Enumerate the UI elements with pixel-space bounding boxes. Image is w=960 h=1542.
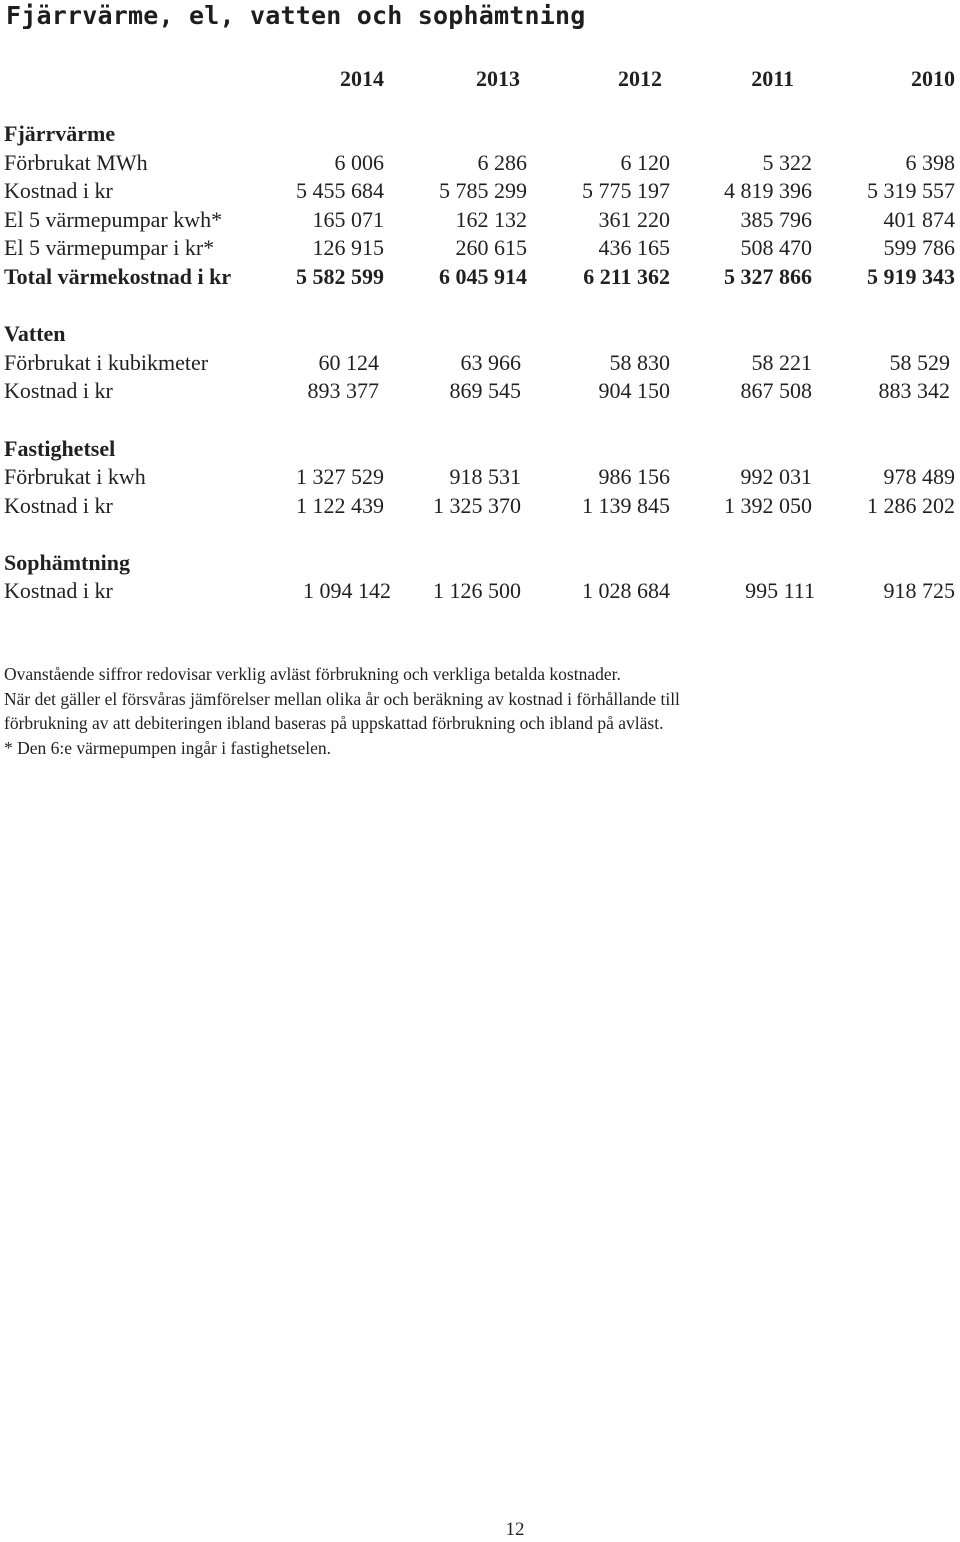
page-title: Fjärrvärme, el, vatten och sophämtning [6,1,586,30]
table-row [0,207,960,235]
table-cell: 60 124 [318,350,379,375]
table-cell: 995 111 [745,578,815,603]
row-label: Total värmekostnad i kr [4,264,232,289]
table-row [0,235,960,263]
table-cell: 1 122 439 [296,493,384,518]
table-cell: 260 615 [455,235,527,260]
table-cell: 918 725 [883,578,955,603]
table-cell: 1 327 529 [296,464,384,489]
note-line: Ovanstående siffror redovisar verklig avläst förbrukning och verkliga betalda kostnader. [4,664,621,684]
table-cell: 58 529 [889,350,950,375]
table-row [0,464,960,492]
table-cell: 992 031 [740,464,812,489]
table-cell: 385 796 [740,207,812,232]
note-line: * Den 6:e värmepumpen ingår i fastighetselen. [4,737,332,758]
table-cell: 1 392 050 [724,493,812,518]
table-row [0,493,960,521]
section-heading-sophamtning: Sophämtning [4,550,130,575]
table-cell: 6 045 914 [439,264,527,289]
table-cell: 918 531 [449,464,521,489]
table-cell: 978 489 [883,464,955,489]
table-cell: 1 325 370 [433,493,521,518]
row-label: Förbrukat MWh [4,150,148,175]
table-row-total [0,264,960,292]
table-cell: 401 874 [883,207,955,232]
table-cell: 5 919 343 [867,264,955,289]
footnotes [4,662,944,760]
row-label: Kostnad i kr [4,493,113,518]
table-cell: 5 319 557 [867,178,955,203]
row-label: Kostnad i kr [4,178,113,203]
table-cell: 893 377 [307,378,379,403]
table-cell: 63 966 [460,350,521,375]
table-row [0,350,960,378]
table-cell: 6 211 362 [583,264,670,289]
page-number: 12 [505,1519,525,1540]
row-label: El 5 värmepumpar i kr* [4,235,215,260]
table-cell: 5 785 299 [439,178,527,203]
table-cell: 986 156 [598,464,670,489]
table-cell: 5 322 [762,150,812,175]
table-cell: 6 120 [620,150,670,175]
table-row [0,578,960,606]
row-label: Kostnad i kr [4,378,113,403]
table-cell: 599 786 [883,235,955,260]
table-row [0,178,960,206]
table-cell: 58 830 [609,350,670,375]
table-cell: 58 221 [751,350,812,375]
table-cell: 126 915 [312,235,384,260]
table-row [0,378,960,406]
table-cell: 6 006 [334,150,384,175]
table-row [0,150,960,178]
row-label: Förbrukat i kubikmeter [4,350,209,375]
table-cell: 1 139 845 [582,493,670,518]
table-cell: 5 775 197 [582,178,670,203]
table-cell: 1 126 500 [433,578,521,603]
table-cell: 508 470 [740,235,812,260]
table-cell: 869 545 [449,378,521,403]
year-header-row [0,64,960,94]
table-cell: 883 342 [878,378,950,403]
year-header: 2011 [751,66,794,91]
year-header: 2014 [340,66,384,91]
row-label: El 5 värmepumpar kwh* [4,207,223,232]
table-cell: 5 582 599 [296,264,384,289]
table-cell: 1 028 684 [582,578,670,603]
year-header: 2012 [618,66,662,91]
note-line: När det gäller el försvåras jämförelser mellan olika år och beräkning av kostnad i förhållande till [4,688,680,709]
table-cell: 1 094 142 [303,578,391,603]
section-heading-fjarrvarme: Fjärrvärme [4,121,116,146]
table-cell: 904 150 [598,378,670,403]
table-cell: 4 819 396 [724,178,812,203]
table-cell: 162 132 [455,207,527,232]
section-heading-fastighetsel: Fastighetsel [4,436,116,461]
table-cell: 165 071 [312,207,384,232]
table-cell: 1 286 202 [867,493,955,518]
table-cell: 867 508 [740,378,812,403]
table-cell: 436 165 [598,235,670,260]
year-header: 2013 [476,66,520,91]
table-cell: 5 455 684 [296,178,384,203]
year-header: 2010 [911,66,955,91]
row-label: Kostnad i kr [4,578,113,603]
section-heading-vatten: Vatten [4,321,66,346]
table-cell: 6 398 [905,150,955,175]
row-label: Förbrukat i kwh [4,464,146,489]
table-cell: 361 220 [598,207,670,232]
note-line: förbrukning av att debiteringen ibland baseras på uppskattad förbrukning och ibland på avläst. [4,713,664,733]
table-cell: 6 286 [477,150,527,175]
table-cell: 5 327 866 [724,264,812,289]
